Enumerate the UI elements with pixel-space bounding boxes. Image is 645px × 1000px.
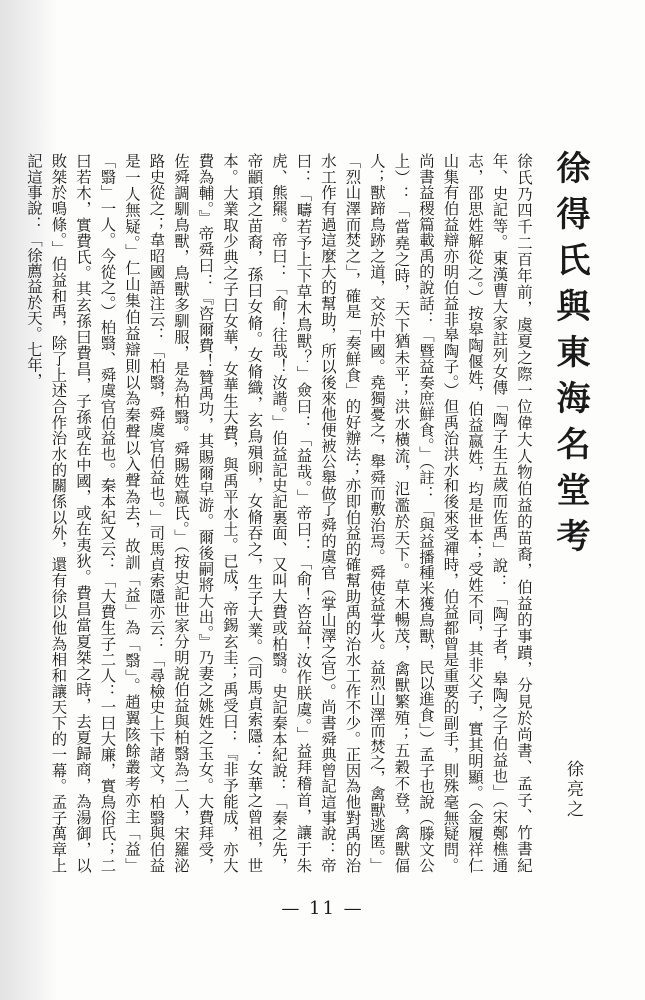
article-body-frame [25, 153, 536, 873]
article-body-text: 徐氏乃四千二百年前，虞夏之際一位偉大人物伯益的苗裔，伯益的事蹟，分見於尚書、孟子、竹書紀年、史記等。東漢曹大家註列女傳「陶子生五歲而佐禹」說：「陶子者，皋陶之子伯益也」（宋鄭樵通志，邵思姓解從之。）按皋陶偃姓，伯益嬴姓，均是世本；受姓不同，其非父子，實其明顯。（金履祥仁山集有伯益辯亦明伯益非皋陶子。）但禹治洪水和後來受禪時，伯益都曾是重要的副手，則殊毫無疑問。尚書益稷篇載禹的說話：「暨益奏庶鮮食。」（註：「與益播種米獲鳥獸，民以進食」）孟子也說（滕文公上）：「當堯之時，天下猶未平；洪水橫流，氾濫於天下。草木暢茂，禽獸繁殖；五穀不登，禽獸偪人；獸蹄鳥跡之道，交於中國。堯獨憂之，舉舜而敷治焉。舜使益掌火。益烈山澤而焚之，禽獸逃匿。」「烈山澤而焚之」，確是「奏鮮食」的好辦法；亦即伯益的確幫助禹的治水工作不少。正因為他對禹的治水工作有過這麼大的幫助，所以後來他便被公舉做了舜的虞官（掌山澤之官）。尚書舜典曾記這事說：帝曰：「疇若予上下草木鳥獸？」僉曰：「益哉。」帝曰：「俞！咨益！汝作朕虞。」益拜稽首，讓于朱虎、熊羆。帝曰：「俞！往哉！汝諧。」伯益記史記裏面、又叫大費或柏翳。史記秦本紀說：「秦之先，帝顓頊之苗裔，孫曰女脩。女脩織，玄鳥殞卵，女脩吞之，生子大業。（司馬貞索隱：女華之曾祖，世本。大業取少典之子曰女華，女華生大費，與禹平水土。已成，帝錫玄圭；禹受曰：『非予能成，亦大費為輔。』帝舜曰：『咨爾費！贊禹功，其賜爾皁游。爾後嗣將大出。』乃妻之姚姓之玉女。大費拜受，佐舜調馴鳥獸，鳥獸多馴服，是為柏翳。舜賜姓嬴氏。」（按史記世家分明說伯益與柏翳為二人，宋羅泌路史從之；韋昭國語注云：「柏翳，舜虞官伯益也。」司馬貞索隱亦云：「尋檢史上下諸文，柏翳與伯益是一人無疑。」仁山集伯益辯則以為秦聲以入聲為去，故訓「益」為「翳」。趙翼陔餘叢考亦主「益」「翳」一人。今從之。）柏翳、舜虞官伯益也。秦本紀又云：「大費生子二人：一曰大廉，實鳥俗氏；二曰若木，實費氏。其玄孫曰費昌，子孫或在中國，或在夷狄。費昌當夏桀之時，去夏歸商，為湯御，以敗桀於鳴條。」伯益和禹，除了上述合作治水的關係以外，還有徐以他為相和讓天下的一幕。孟子萬章上記這事說：「徐薦益於天。七年， [25, 153, 533, 873]
article-title: 徐得氏與東海名堂考 [550, 150, 590, 564]
article-author: 徐亮之 [563, 760, 583, 820]
page-number: — 11 — [281, 898, 364, 919]
